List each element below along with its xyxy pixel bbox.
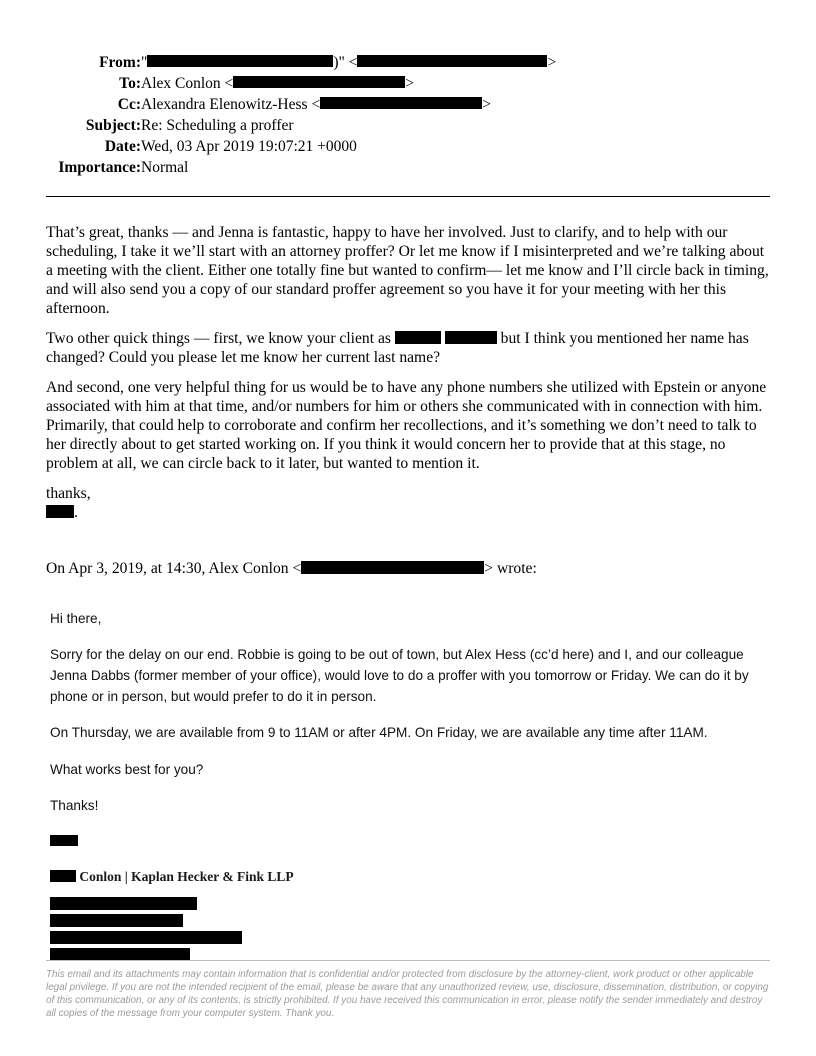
header-value-cc [141, 94, 556, 115]
signature-name-line [50, 867, 770, 888]
text-run: On Apr 3, 2019, at 14:30, Alex Conlon < [46, 560, 302, 578]
header-value-date [141, 136, 556, 157]
confidentiality-footer [46, 960, 770, 1021]
header-row-from [46, 52, 556, 73]
quoted-paragraph [50, 831, 770, 852]
quoted-paragraph [50, 759, 770, 780]
body-paragraph [46, 329, 770, 367]
header-label-subject: Subject: [85, 116, 141, 134]
body-paragraph [46, 484, 770, 522]
redaction-bar [395, 331, 441, 344]
signature-redaction-bar [50, 948, 190, 961]
signature-redaction-bar [50, 931, 242, 944]
quoted-email-body [50, 608, 770, 852]
header-value-from [141, 52, 556, 73]
text-run: thanks, [46, 485, 91, 503]
redaction-bar [50, 835, 78, 846]
header-value-to [141, 73, 556, 94]
header-label-date: Date: [104, 137, 141, 155]
text-run: What works best for you? [50, 761, 204, 777]
text-run: )" < [333, 53, 358, 71]
quoted-paragraph [50, 644, 770, 707]
redaction-bar [445, 331, 497, 344]
text-run: Two other quick things — first, we know your client as [46, 330, 395, 348]
text-run: Wed, 03 Apr 2019 19:07:21 +0000 [141, 137, 357, 155]
redaction-bar [301, 561, 484, 574]
text-run: Alexandra Elenowitz-Hess < [141, 95, 321, 113]
quoted-paragraph [50, 722, 770, 743]
text-run: Normal [141, 158, 189, 176]
text-run: Alex Conlon < [141, 74, 234, 92]
header-divider [46, 196, 770, 197]
text-run: Re: Scheduling a proffer [141, 116, 294, 134]
signature-redactions [50, 897, 770, 961]
redaction-bar [50, 870, 76, 881]
text-run: Sorry for the delay on our end. Robbie is going to be out of town, but Alex Hess (cc’d here) and I, and our colleague Jenna Dabbs (former member of your office), would love to do a proffer with you tomorrow or Friday. We can do it by phone or in person, but would prefer to do it in person. [50, 647, 749, 705]
signature-redaction-bar [50, 914, 183, 927]
text-run: That’s great, thanks — and Jenna is fantastic, happy to have her involved. Just to clarify, and to help with our scheduling, I take it we’ll start with an attorney proffer? Or let me know if I misinterpreted and we’re talking about a meeting with the client. Either one totally fine but wanted to confirm— let me know and I’ll circle back in timing, and will also send you a copy of our standard proffer agreement so you have it for your meeting with her this afternoon. [46, 224, 769, 318]
header-label-importance: Importance: [58, 158, 141, 176]
text-run: And second, one very helpful thing for us would be to have any phone numbers she utilized with Epstein or anyone associated with him at that time, and/or numbers for him or others she communicated with in connection with him. Primarily, that could help to corroborate and confirm her recollections, and it’s something we don’t need to talk to her directly about to get started working on. If you think it would concern her to provide that at this stage, no problem at all, we can circle back to it later, but wanted to mention it. [46, 379, 767, 473]
quoted-paragraph [50, 795, 770, 816]
header-row-importance [46, 157, 556, 178]
quoted-email-attribution [46, 560, 770, 578]
header-row-to [46, 73, 556, 94]
redaction-bar [147, 55, 333, 68]
email-headers [46, 52, 556, 178]
header-row-date [46, 136, 556, 157]
redaction-bar [46, 505, 74, 518]
header-label-cc: Cc: [117, 95, 141, 113]
text-run: > [405, 74, 415, 92]
text-run: On Thursday, we are available from 9 to 11AM or after 4PM. On Friday, we are available any time after 11AM. [50, 725, 708, 741]
text-run: Conlon | Kaplan Hecker & Fink LLP [76, 868, 294, 884]
body-paragraph [46, 378, 770, 473]
signature-redaction-bar [50, 897, 197, 910]
body-paragraph [46, 223, 770, 318]
header-row-subject [46, 115, 556, 136]
text-run: Hi there, [50, 611, 102, 627]
quoted-paragraph [50, 608, 770, 629]
quoted-email [46, 608, 770, 960]
text-run: Thanks! [50, 797, 99, 813]
header-value-importance [141, 157, 556, 178]
header-row-cc [46, 94, 556, 115]
text-run: > [482, 95, 491, 113]
email-body [46, 223, 770, 522]
redaction-bar [320, 97, 482, 110]
header-label-from: From: [99, 53, 141, 71]
text-run: . [74, 504, 78, 522]
text-run: > wrote: [484, 560, 537, 578]
text-run: > [547, 53, 557, 71]
text-run: but I think you mentioned her name has changed? Could you please let me know her current last name? [46, 330, 749, 367]
header-label-to: To: [119, 74, 141, 92]
redaction-bar [357, 55, 547, 68]
redaction-bar [233, 76, 405, 89]
text-run: " [141, 53, 148, 71]
header-value-subject [141, 115, 556, 136]
disclaimer-text: This email and its attachments may contain information that is confidential and/or protected from disclosure by the attorney-client, work product or other applicable legal privilege. If you are not the intended recipient of the email, please be aware that any unauthorized review, use, disclosure, dissemination, distribution, or copying of this communication, or any of its contents, is strictly prohibited. If you have received this communication in error, please notify the sender immediately and destroy all copies of the message from your computer system. Thank you. [46, 969, 769, 1019]
